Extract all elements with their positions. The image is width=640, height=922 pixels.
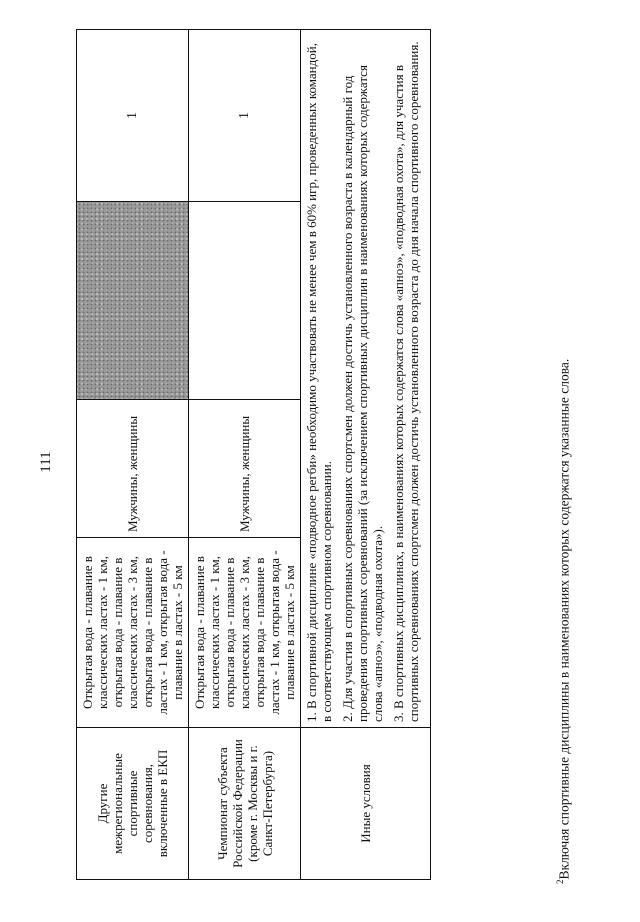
gender-cell: Мужчины, женщины xyxy=(189,400,301,538)
footnote-marker: 2 xyxy=(555,879,565,884)
competition-table xyxy=(76,29,431,880)
value-cell: 1 xyxy=(77,30,189,202)
event-cell: Чемпионат субъекта Российской Федерации (кроме г. Москвы и г. Санкт-Петербурга) xyxy=(189,728,301,880)
conditions-row xyxy=(301,30,431,880)
shaded-cell xyxy=(77,202,189,400)
empty-cell xyxy=(189,202,301,400)
condition-item: 3. В спортивных дисциплинах, в наименованиях которых содержатся слова «апноэ», «подводная охота», для участия в спортивных соревнованиях спортсмен должен достичь установленного возраста до дня начала спортивного соревнования. xyxy=(391,41,421,722)
conditions-cell xyxy=(301,30,431,728)
table-row xyxy=(189,30,301,880)
condition-item: 2. Для участия в спортивных соревнованиях спортсмен должен достичь установленного возраста в календарный год проведения спортивных соревнований (за исключением спортивных дисциплин в наименованиях которых содержатся слова «апноэ», «подводная охота»). xyxy=(340,65,385,722)
disciplines-cell: Открытая вода - плавание в классических ластах - 1 км, открытая вода - плавание в классических ластах - 3 км, открытая вода - плавание в ластах - 1 км, открытая вода - плавание в ластах - 5 км xyxy=(77,538,189,728)
footnote xyxy=(555,24,573,884)
table-row xyxy=(77,30,189,880)
value-cell: 1 xyxy=(189,30,301,202)
event-cell: Другие межрегиональные спортивные соревнования, включенные в ЕКП xyxy=(77,728,189,880)
disciplines-cell: Открытая вода - плавание в классических ластах - 1 км, открытая вода - плавание в классических ластах - 3 км, открытая вода - плавание в ластах - 1 км, открытая вода - плавание в ластах - 5 км xyxy=(189,538,301,728)
gender-cell: Мужчины, женщины xyxy=(77,400,189,538)
conditions-label: Иные условия xyxy=(301,728,431,880)
footnote-text: Включая спортивные дисциплины в наименованиях которых содержатся указанные слова. xyxy=(556,358,572,880)
page-number: 111 xyxy=(38,451,54,473)
condition-item: 1. В спортивной дисциплине «подводное регби» необходимо участвовать не менее чем в 60% игр, проведенных командой, в соответствующем спортивном соревновании. xyxy=(304,43,334,722)
